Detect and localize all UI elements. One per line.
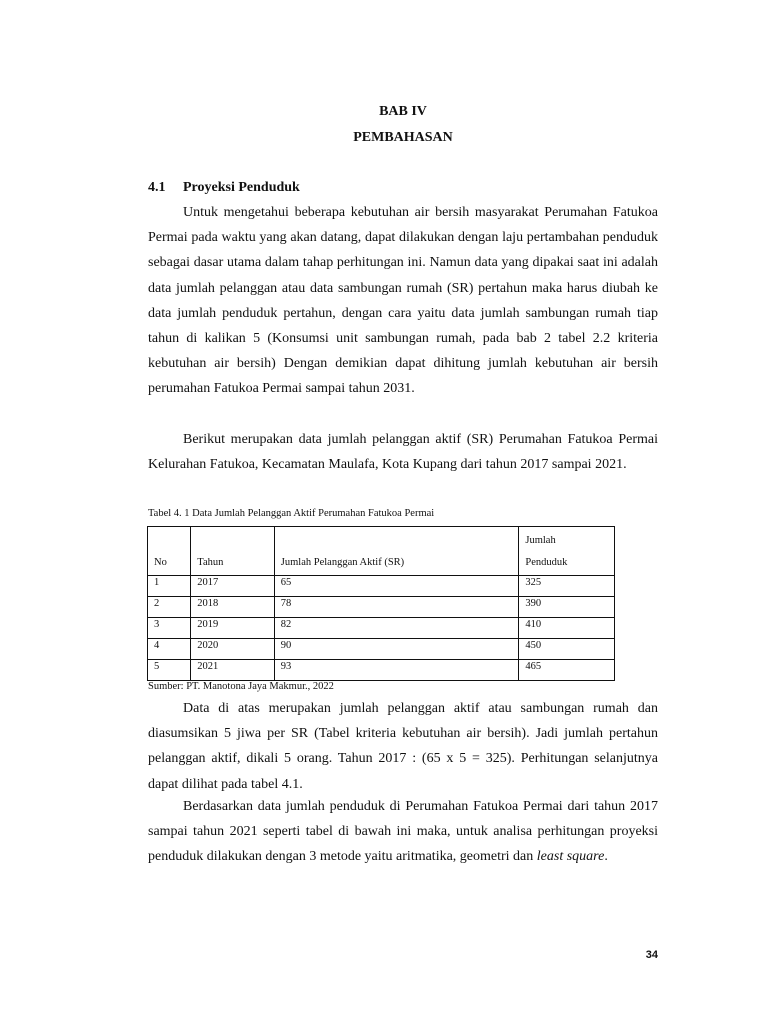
header-no: No [148,527,191,576]
cell-penduduk: 325 [519,576,615,597]
table-row [148,597,615,618]
table-row [148,639,615,660]
table-caption: Tabel 4. 1 Data Jumlah Pelanggan Aktif Perumahan Fatukoa Permai [148,508,435,519]
table-row [148,660,615,681]
paragraph-methods [148,794,658,870]
header-penduduk [519,527,615,576]
cell-penduduk: 390 [519,597,615,618]
cell-no: 3 [148,618,191,639]
cell-tahun: 2018 [191,597,275,618]
cell-sr: 78 [274,597,519,618]
header-pelanggan: Jumlah Pelanggan Aktif (SR) [274,527,519,576]
cell-no: 4 [148,639,191,660]
table-row [148,618,615,639]
cell-no: 5 [148,660,191,681]
header-penduduk-line1: Jumlah [525,535,556,546]
cell-penduduk: 410 [519,618,615,639]
cell-penduduk: 465 [519,660,615,681]
table-row [148,576,615,597]
cell-no: 2 [148,597,191,618]
section-heading [148,179,658,197]
chapter-label: BAB IV [379,104,427,119]
cell-sr: 93 [274,660,519,681]
cell-tahun: 2019 [191,618,275,639]
table-header-row [148,527,615,576]
paragraph-methods-text: Berdasarkan data jumlah penduduk di Perumahan Fatukoa Permai dari tahun 2017 sampai tahun 2021 seperti tabel di bawah ini maka, untuk analisa perhitungan proyeksi penduduk dilakukan dengan 3 metode yaitu aritmatika, geometri dan [148,799,658,865]
least-square-term: least square [536,849,605,865]
cell-sr: 82 [274,618,519,639]
paragraph-intro: Untuk mengetahui beberapa kebutuhan air bersih masyarakat Perumahan Fatukoa Permai pada waktu yang akan datang, dapat dilakukan dengan laju pertambahan penduduk sebagai dasar utama dalam tahap perhitungan ini. Namun data yang dipakai saat ini adalah data jumlah pelanggan atau data sambungan rumah (SR) pertahun maka harus diubah ke data jumlah penduduk pertahun, dengan cara yaitu data jumlah sambungan rumah tiap tahun di kalikan 5 (Konsumsi unit sambungan rumah, pada bab 2 tabel 2.2 kriteria kebutuhan air bersih) Dengan demikian dapat dihitung jumlah kebutuhan air bersih perumahan Fatukoa Permai sampai tahun 2031. [148,205,658,397]
section-title: Proyeksi Penduduk [183,180,300,195]
header-tahun: Tahun [191,527,275,576]
table-source: Sumber: PT. Manotona Jaya Makmur., 2022 [148,681,334,692]
section-number: 4.1 [148,180,166,195]
cell-no: 1 [148,576,191,597]
cell-tahun: 2017 [191,576,275,597]
cell-sr: 90 [274,639,519,660]
customer-data-table [147,526,615,681]
cell-penduduk: 450 [519,639,615,660]
header-penduduk-line2: Penduduk [525,557,568,568]
paragraph-data-intro: Berikut merupakan data jumlah pelanggan aktif (SR) Perumahan Fatukoa Permai Kelurahan Fatukoa, Kecamatan Maulafa, Kota Kupang dari tahun 2017 sampai 2021. [148,432,658,473]
cell-tahun: 2021 [191,660,275,681]
page-number: 34 [645,949,658,961]
chapter-title: PEMBAHASAN [353,130,453,145]
paragraph-methods-end: . [604,849,608,865]
paragraph-calculation: Data di atas merupakan jumlah pelanggan aktif atau sambungan rumah dan diasumsikan 5 jiwa per SR (Tabel kriteria kebutuhan air bersih). Jadi jumlah pertahun pelanggan aktif, dikali 5 orang. Tahun 2017 : (65 x 5 = 325). Perhitungan selanjutnya dapat dilihat pada tabel 4.1. [148,701,658,792]
cell-tahun: 2020 [191,639,275,660]
cell-sr: 65 [274,576,519,597]
